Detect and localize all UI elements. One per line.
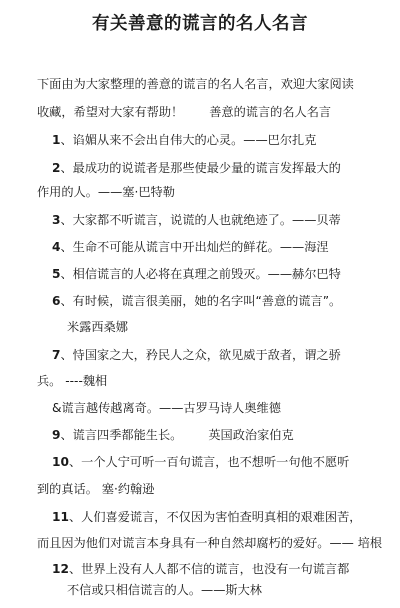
quote-item [52, 266, 341, 282]
page-title: 有关善意的谎言的名人名言 [92, 14, 308, 34]
quote-separator: 、 [60, 428, 73, 442]
quote-separator: 、 [60, 240, 73, 254]
quote-item [52, 239, 329, 255]
quote-number: 5 [52, 267, 61, 281]
quote-continuation: 兵。 ----魏相 [37, 374, 108, 388]
quote-continuation: 作用的人。——塞·巴特勒 [37, 185, 175, 199]
quote-text: 相信谎言的人必将在真理之前毁灭。——赫尔巴特 [72, 267, 341, 281]
quote-item [52, 427, 294, 443]
quote-number: 7 [52, 348, 61, 362]
quote-item [52, 132, 316, 148]
intro-line-2 [37, 104, 331, 120]
quote-item [52, 347, 341, 363]
quote-text: 大家都不听谎言，说谎的人也就绝迹了。——贝蒂 [72, 213, 341, 227]
quote-separator: 、 [60, 348, 73, 362]
quote-separator: 、 [60, 133, 73, 147]
quote-number: 10 [52, 455, 69, 469]
quote-item [52, 400, 281, 416]
quote-text: &谎言越传越离奇。——古罗马诗人奥维德 [52, 401, 281, 415]
quote-author: 英国政治家伯克 [208, 428, 294, 442]
quote-separator: 、 [60, 294, 73, 308]
quote-text: 人们喜爱谎言，不仅因为害怕查明真相的艰难困苦， [81, 510, 362, 524]
quote-separator: 、 [68, 510, 82, 524]
quote-text: 最成功的说谎者是那些使最少量的谎言发挥最大的 [72, 161, 341, 175]
quote-number: 1 [52, 133, 61, 147]
quote-item [52, 454, 349, 470]
quote-continuation: 而且因为他们对谎言本身具有一种自然却腐朽的爱好。—— 培根 [37, 536, 383, 550]
quote-text: 一个人宁可听一百句谎言，也不想听一句他不愿听 [81, 455, 350, 469]
quote-item [52, 160, 341, 176]
quote-text: 世界上没有人人都不信的谎言，也没有一句谎言都 [81, 562, 350, 576]
quote-item [52, 509, 361, 525]
quote-number: 4 [52, 240, 61, 254]
quote-text: 生命不可能从谎言中开出灿烂的鲜花。——海涅 [72, 240, 329, 254]
quote-item [52, 293, 341, 309]
quote-item [52, 561, 349, 577]
quote-continuation: 不信或只相信谎言的人。——斯大林 [67, 583, 262, 597]
quote-number: 6 [52, 294, 61, 308]
quote-number: 11 [52, 510, 69, 524]
quote-separator: 、 [68, 455, 82, 469]
quote-continuation: 米露西桑娜 [67, 320, 128, 334]
quote-number: 3 [52, 213, 61, 227]
quote-separator: 、 [60, 213, 73, 227]
quote-separator: 、 [60, 267, 73, 281]
quote-text: 谎言四季都能生长。 [72, 428, 183, 442]
quote-text: 恃国家之大，矜民人之众，欲见威于敌者，谓之骄 [72, 348, 341, 362]
quote-number: 2 [52, 161, 61, 175]
quote-text: 有时候，谎言很美丽，她的名字叫“善意的谎言”。 [72, 294, 342, 308]
intro-line-1: 下面由为大家整理的善意的谎言的名人名言，欢迎大家阅读 [37, 77, 354, 91]
quote-separator: 、 [68, 562, 82, 576]
intro-subtitle: 善意的谎言的名人名言 [209, 105, 332, 119]
quote-text: 谄媚从来不会出自伟大的心灵。——巴尔扎克 [72, 133, 317, 147]
quote-number: 12 [52, 562, 69, 576]
intro-text-2: 收藏，希望对大家有帮助！ [37, 105, 184, 119]
quote-item [52, 212, 341, 228]
quote-separator: 、 [60, 161, 73, 175]
quote-continuation: 到的真话。 塞·约翰逊 [37, 482, 155, 496]
quote-number: 9 [52, 428, 61, 442]
